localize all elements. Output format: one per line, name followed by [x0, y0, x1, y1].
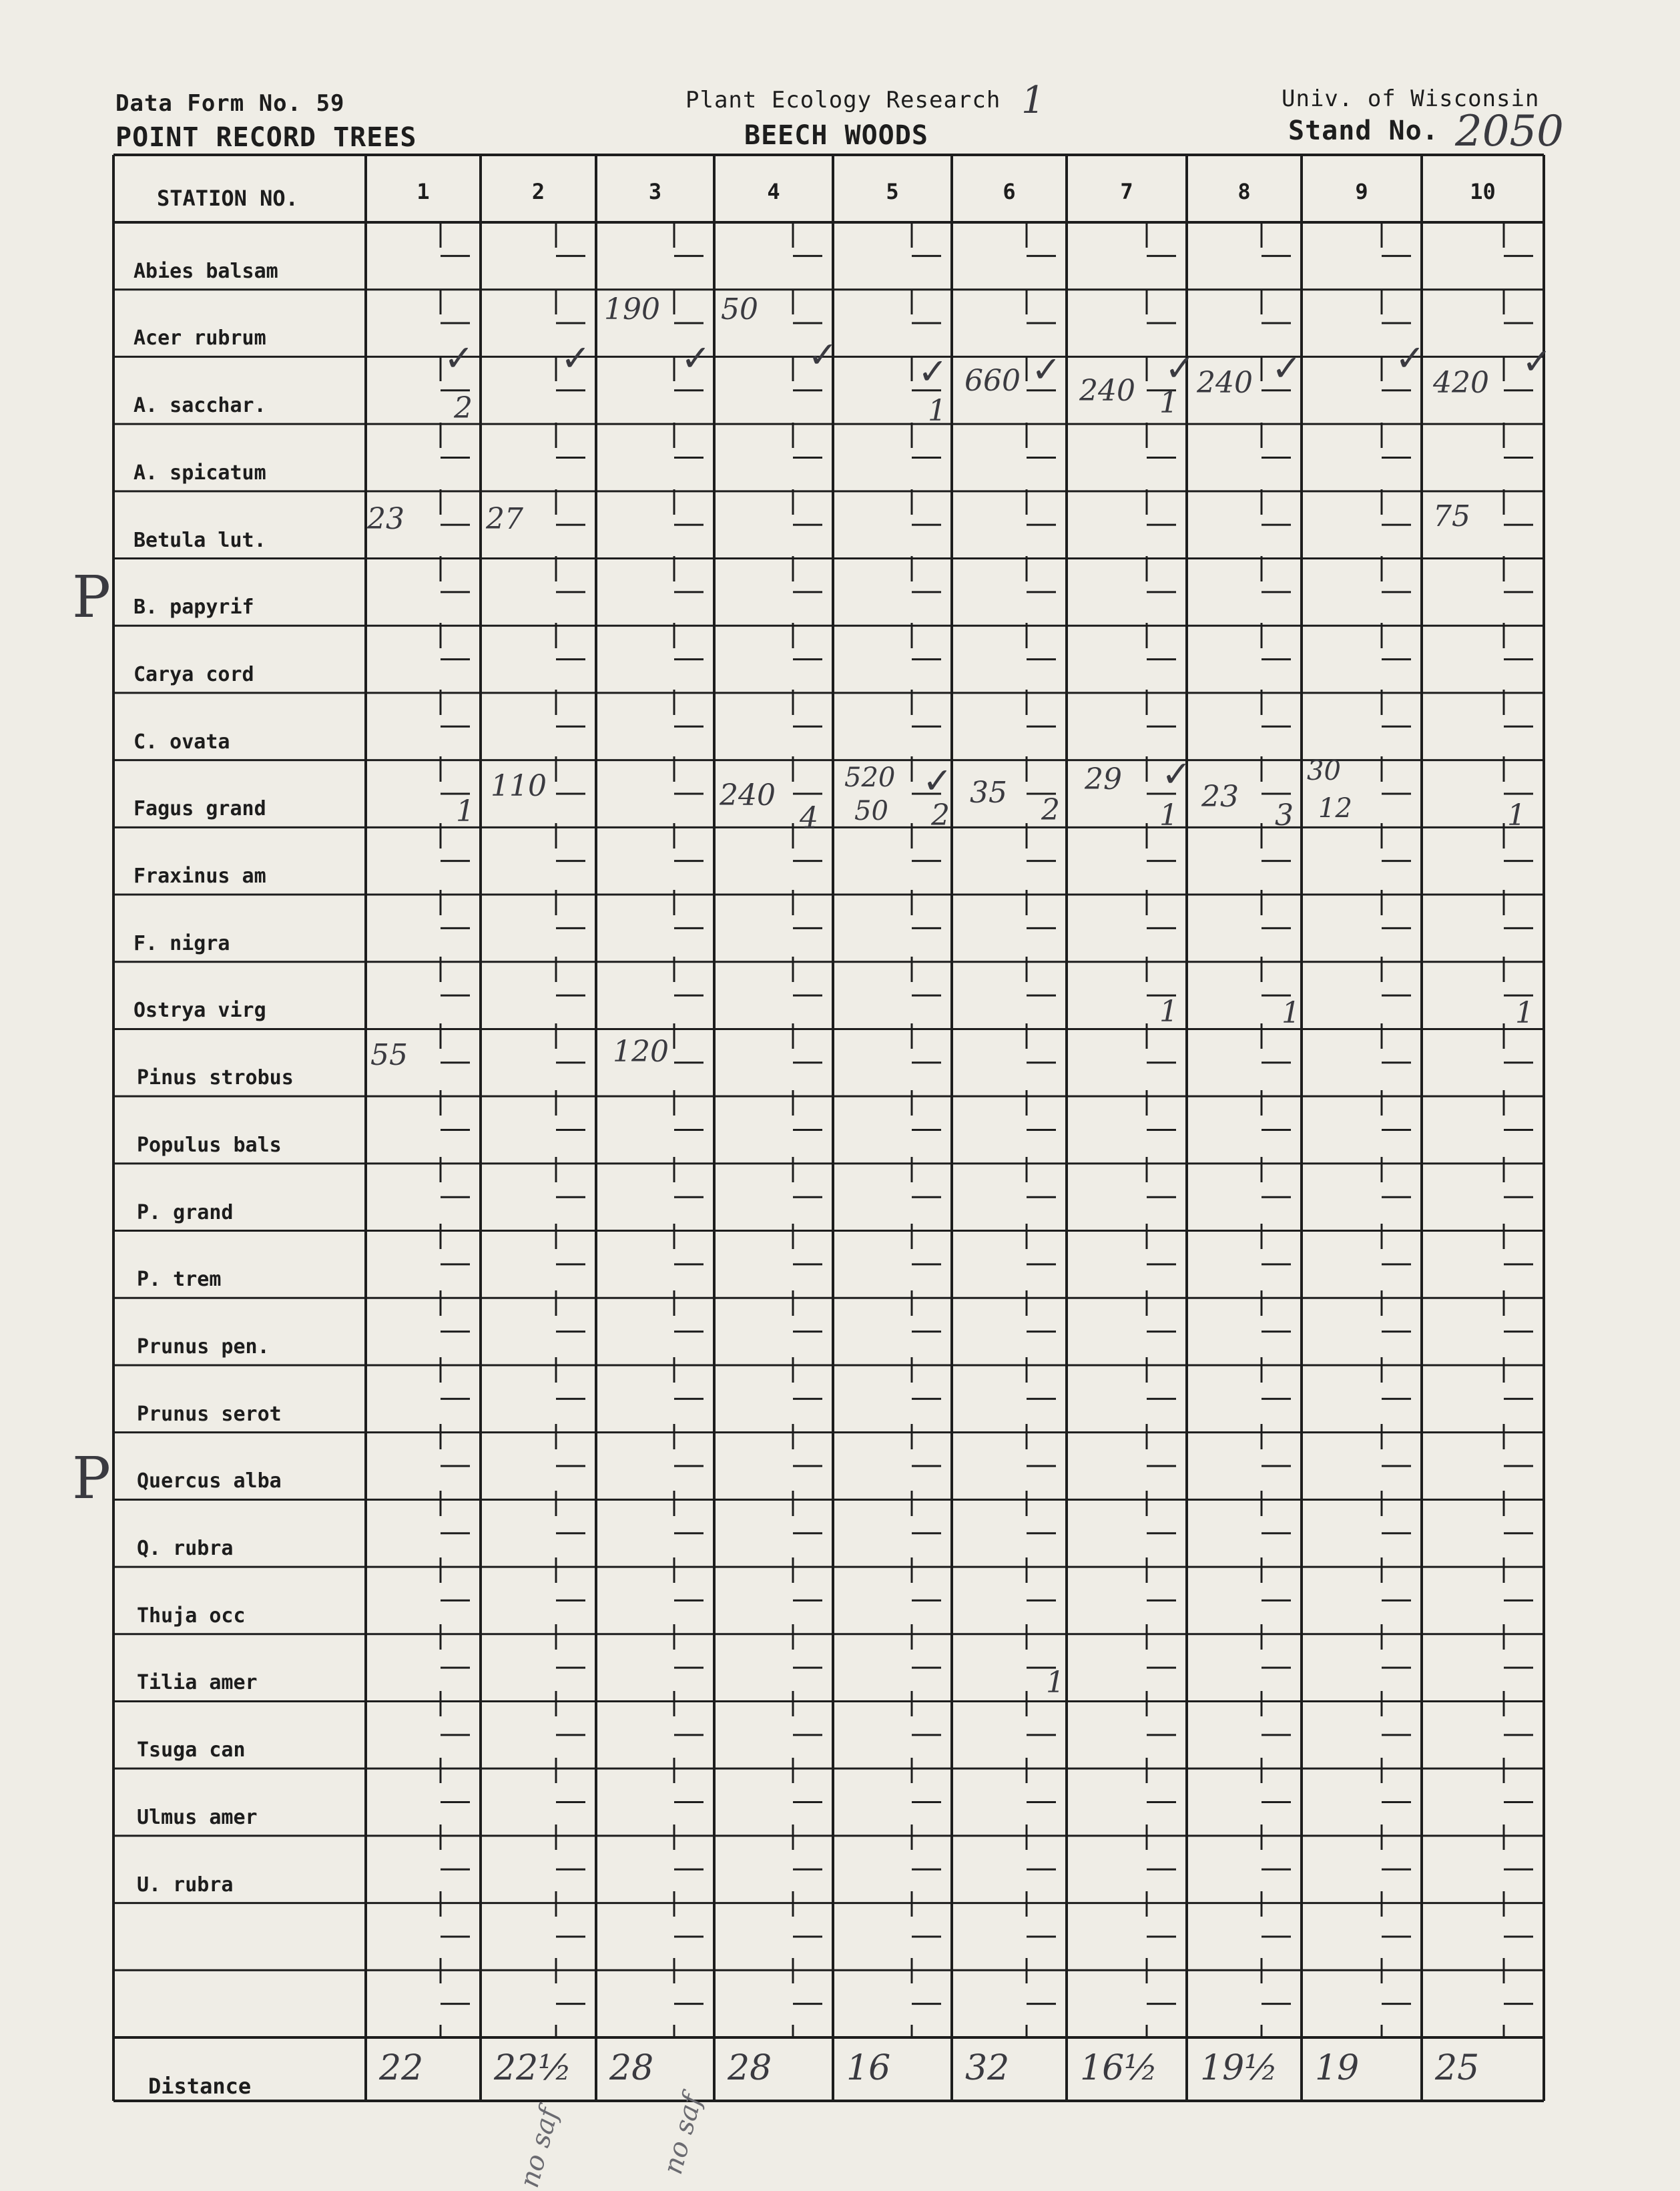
- form-number: Data Form No. 59: [115, 90, 345, 117]
- footer-note-b: no saf: [657, 2091, 708, 2178]
- species-label: Populus bals: [137, 1133, 282, 1157]
- species-label: A. sacchar.: [133, 394, 266, 418]
- species-label: Tilia amer: [137, 1671, 258, 1695]
- distance-value: 16: [846, 2048, 891, 2088]
- pinus-s1: 55: [370, 1038, 408, 1072]
- distance-value: 28: [728, 2048, 772, 2088]
- check-mark-icon: ✓: [922, 760, 953, 802]
- station-label: STATION NO.: [157, 186, 298, 211]
- stand-value: 2050: [1455, 107, 1564, 156]
- check-mark-icon: ✓: [1522, 340, 1553, 383]
- fagus-s4: 240: [720, 778, 776, 812]
- station-number: 5: [886, 179, 899, 204]
- check-mark-icon: ✓: [1272, 347, 1302, 389]
- species-label: Carya cord: [133, 662, 254, 686]
- pinus-s3: 120: [613, 1035, 669, 1069]
- species-label: U. rubra: [137, 1873, 234, 1897]
- species-label: Ulmus amer: [137, 1805, 258, 1829]
- fagus-s2: 110: [491, 769, 547, 803]
- check-mark-icon: ✓: [918, 350, 948, 393]
- distance-value: 22½: [494, 2048, 572, 2088]
- organization: Plant Ecology Research: [685, 87, 1001, 113]
- check-mark-icon: ✓: [561, 337, 591, 379]
- species-label: Pinus strobus: [137, 1066, 294, 1090]
- station-number: 3: [648, 179, 662, 204]
- fagus-s6: 35: [970, 776, 1007, 810]
- species-label: C. ovata: [133, 730, 230, 754]
- species-label: Fagus grand: [133, 797, 266, 821]
- station-number: 1: [416, 179, 430, 204]
- a-sacchar-s8: 240: [1197, 366, 1253, 400]
- station-number: 8: [1237, 179, 1251, 204]
- ostrya-s7-count: 1: [1159, 995, 1178, 1029]
- check-mark-icon: ✓: [1161, 753, 1192, 795]
- species-label: Thuja occ: [137, 1604, 246, 1628]
- distance-value: 25: [1435, 2048, 1480, 2088]
- margin-mark-p1: P: [72, 564, 111, 631]
- fagus-s9-b: 12: [1318, 793, 1352, 824]
- species-label: Acer rubrum: [133, 326, 266, 350]
- fagus-s5-b: 50: [854, 796, 888, 826]
- fagus-s5-count: 2: [931, 798, 950, 832]
- ostrya-s10-count: 1: [1515, 996, 1534, 1030]
- fagus-s7-count: 1: [1159, 798, 1178, 832]
- a-sacchar-s7: 240: [1079, 374, 1135, 408]
- species-label: F. nigra: [133, 931, 230, 955]
- check-mark-icon: ✓: [1395, 337, 1426, 379]
- distance-value: 22: [379, 2048, 424, 2088]
- fagus-s9-a: 30: [1307, 756, 1341, 786]
- check-mark-icon: ✓: [444, 337, 475, 379]
- check-mark-icon: ✓: [808, 334, 838, 376]
- species-label: Fraxinus am: [133, 865, 266, 889]
- a-sacchar-s6: 660: [964, 364, 1021, 398]
- species-label: B. papyrif: [133, 595, 254, 620]
- a-sacchar-s10: 420: [1433, 366, 1489, 400]
- station-number: 6: [1003, 179, 1016, 204]
- station-number: 4: [767, 179, 780, 204]
- form-title: POINT RECORD TREES: [115, 122, 417, 153]
- sheet-mark: 1: [1021, 79, 1045, 122]
- footer-note-a: no saf: [514, 2104, 565, 2191]
- fagus-s8-count: 3: [1275, 798, 1294, 832]
- betula-lut-s10: 75: [1433, 499, 1470, 533]
- fagus-s10-count: 1: [1507, 798, 1526, 832]
- station-number: 2: [531, 179, 545, 204]
- distance-value: 19: [1315, 2048, 1360, 2088]
- distance-value: 19½: [1200, 2048, 1278, 2088]
- distance-value: 28: [609, 2048, 654, 2088]
- fagus-s1-count: 1: [456, 794, 475, 828]
- station-number: 7: [1120, 179, 1133, 204]
- betula-lut-s1: 23: [367, 502, 404, 536]
- fagus-s7: 29: [1085, 762, 1122, 796]
- station-number: 10: [1470, 179, 1496, 204]
- fagus-s5-a: 520: [844, 762, 896, 793]
- distance-value: 32: [965, 2048, 1010, 2088]
- a-sacchar-s7-count: 1: [1159, 386, 1178, 420]
- fagus-s8: 23: [1201, 780, 1239, 814]
- species-label: Ostrya virg: [133, 999, 266, 1023]
- species-label: A. spicatum: [133, 461, 266, 485]
- distance-value: 16½: [1080, 2048, 1158, 2088]
- margin-mark-p2: P: [72, 1445, 111, 1512]
- acer-rubrum-s4: 50: [721, 292, 758, 326]
- species-label: Tsuga can: [137, 1738, 246, 1762]
- species-label: Betula lut.: [133, 528, 266, 552]
- betula-lut-s2: 27: [486, 502, 523, 536]
- species-label: Quercus alba: [137, 1469, 282, 1493]
- site-name: BEECH WOODS: [744, 120, 928, 151]
- species-label: P. grand: [137, 1200, 234, 1224]
- a-sacchar-s5-count: 1: [928, 394, 946, 428]
- fagus-s6-count: 2: [1041, 793, 1060, 827]
- a-sacchar-s1-count: 2: [454, 391, 473, 425]
- acer-rubrum-s3: 190: [604, 292, 660, 326]
- ostrya-s8-count: 1: [1282, 996, 1300, 1030]
- stand-label: Stand No.: [1288, 115, 1439, 146]
- species-label: Prunus serot: [137, 1402, 282, 1426]
- check-mark-icon: ✓: [1031, 348, 1062, 391]
- fagus-s4-count: 4: [800, 801, 818, 835]
- species-label: Q. rubra: [137, 1537, 234, 1561]
- tilia-s6-count: 1: [1046, 1666, 1065, 1700]
- species-label: P. trem: [137, 1268, 222, 1292]
- species-label: Abies balsam: [133, 259, 278, 283]
- check-mark-icon: ✓: [1165, 347, 1195, 389]
- station-number: 9: [1355, 179, 1368, 204]
- distance-label: Distance: [148, 2074, 252, 2099]
- check-mark-icon: ✓: [681, 337, 712, 379]
- university: Univ. of Wisconsin: [1282, 85, 1540, 112]
- species-label: Prunus pen.: [137, 1334, 270, 1359]
